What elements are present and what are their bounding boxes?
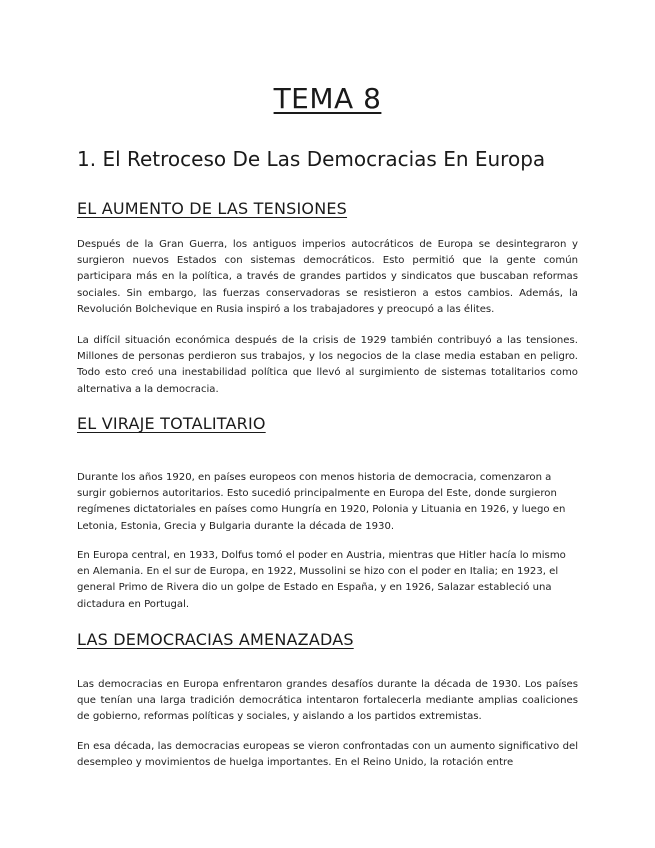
subheading-aumento-tensiones: EL AUMENTO DE LAS TENSIONES (77, 199, 348, 218)
paragraph: En esa década, las democracias europeas se vieron confrontadas con un aumento significativo del desempleo y movimientos de huelga importantes. En el Reino Unido, la rotación entre (77, 741, 578, 769)
section-heading: 1. El Retroceso De Las Democracias En Europa (77, 147, 546, 171)
paragraph: La difícil situación económica después de la crisis de 1929 también contribuyó a las tensiones. Millones de personas perdieron sus trabajos, y los negocios de la clase media estaban en peligro. Todo esto creó una inestabilidad política que llevó al surgimiento de sistemas totalitarios como alternativa a la democracia. (77, 335, 578, 395)
document-title: TEMA 8 (273, 82, 382, 115)
subheading-viraje-totalitario: EL VIRAJE TOTALITARIO (77, 414, 266, 433)
paragraph: Después de la Gran Guerra, los antiguos imperios autocráticos de Europa se desintegraron y surgieron nuevos Estados con sistemas democráticos. Esto permitió que la gente común participara más en la política, a través de grandes partidos y sindicatos que buscaban reformas sociales. Sin embargo, las fuerzas conservadoras se resistieron a estos cambios. Además, la Revolución Bolchevique en Rusia inspiró a los trabajadores y preocupó a las élites. (77, 239, 578, 315)
subheading-democracias-amenazadas: LAS DEMOCRACIAS AMENAZADAS (77, 630, 354, 649)
paragraph: Durante los años 1920, en países europeos con menos historia de democracia, comenzaron a surgir gobiernos autoritarios. Esto sucedió principalmente en Europa del Este, donde surgieron regímenes dictatoriales en países como Hungría en 1920, Polonia y Lituania en 1926, y luego en Letonia, Estonia, Grecia y Bulgaria durante la década de 1930. (77, 472, 566, 532)
paragraph: En Europa central, en 1933, Dolfus tomó el poder en Austria, mientras que Hitler hacía lo mismo en Alemania. En el sur de Europa, en 1922, Mussolini se hizo con el poder en Italia; en 1923, el general Primo de Rivera dio un golpe de Estado en España, y en 1926, Salazar estableció una dictadura en Portugal. (77, 550, 566, 610)
paragraph: Las democracias en Europa enfrentaron grandes desafíos durante la década de 1930. Los países que tenían una larga tradición democrática intentaron fortalecerla mediante amplias coaliciones de gobierno, reformas políticas y sociales, y aislando a los partidos extremistas. (77, 679, 578, 723)
